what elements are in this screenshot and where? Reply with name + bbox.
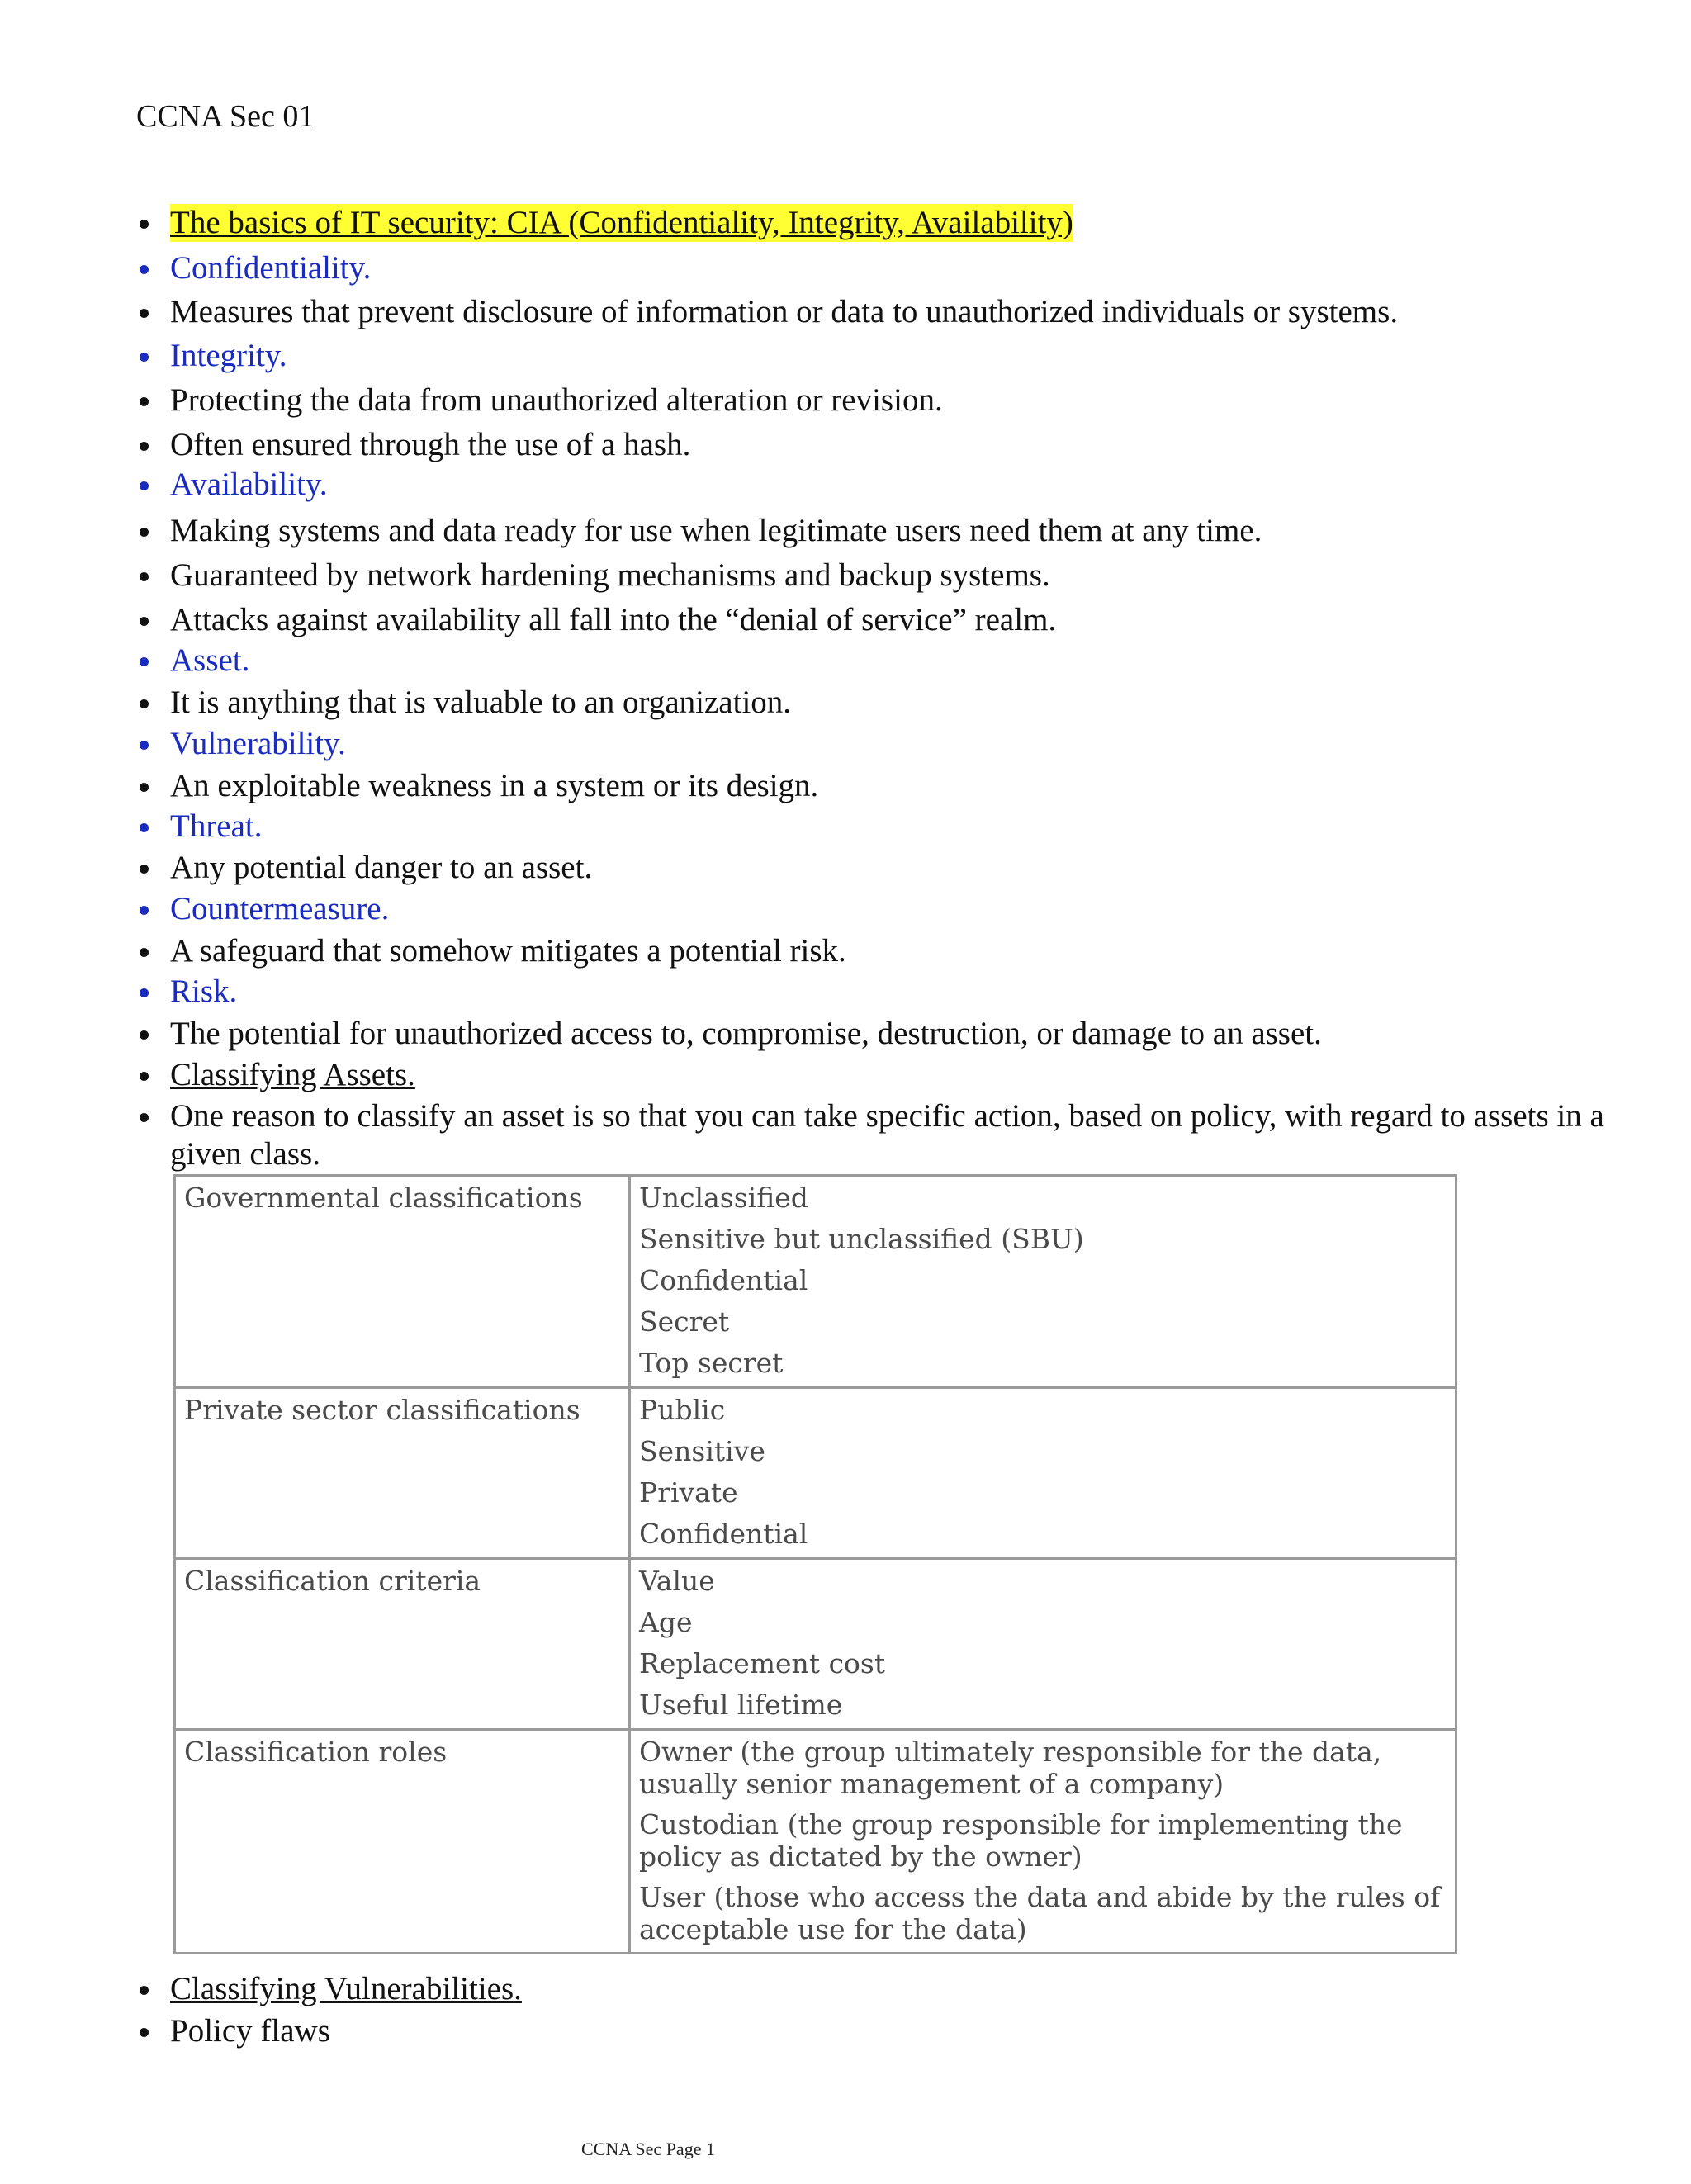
list-item-text: Guaranteed by network hardening mechanisms and backup systems. — [170, 557, 1050, 593]
bullet-dot — [140, 2028, 149, 2037]
list-item-text: Policy flaws — [170, 2013, 330, 2049]
bullet-dot — [140, 1113, 149, 1122]
term-text: Vulnerability. — [170, 726, 346, 761]
table-value: Owner (the group ultimately responsible for the data, usually senior management of a company) — [639, 1736, 1382, 1800]
bullet-dot — [140, 481, 149, 490]
term-text: Risk. — [170, 974, 238, 1009]
bullet-dot — [140, 1072, 149, 1081]
list-item-text: One reason to classify an asset is so that you can take specific action, based on policy, with regard to assets in a given class. — [170, 1098, 1604, 1172]
bullet-dot — [140, 617, 149, 626]
table-value: Top secret — [639, 1347, 784, 1379]
table-category-cell: Governmental classifications — [175, 1176, 630, 1388]
table-category-cell: Private sector classifications — [175, 1388, 630, 1559]
asset-classification-table — [173, 1174, 1457, 1954]
term-text: Confidentiality. — [170, 250, 372, 286]
bullet-dot — [140, 309, 149, 318]
bullet-dot — [140, 572, 149, 581]
table-value: Confidential — [639, 1264, 808, 1296]
table-category-cell: Classification roles — [175, 1730, 630, 1954]
list-item-text: Measures that prevent disclosure of information or data to unauthorized individuals or systems. — [170, 294, 1399, 329]
bullet-dot — [140, 1986, 149, 1995]
bullet-dot — [140, 220, 149, 229]
term-text: Asset. — [170, 642, 250, 678]
table-value: Unclassified — [639, 1182, 808, 1214]
table-value: Useful lifetime — [639, 1689, 843, 1721]
bullet-dot — [140, 988, 149, 997]
list-item-text: An exploitable weakness in a system or its design. — [170, 768, 819, 803]
table-value: Replacement cost — [639, 1647, 886, 1679]
table-values-cell — [630, 1730, 1457, 1954]
table-value: Private — [639, 1476, 738, 1509]
table-value: Value — [639, 1565, 715, 1597]
table-value: User (those who access the data and abide by the rules of acceptable use for the data) — [639, 1881, 1441, 1945]
table-value: Custodian (the group responsible for implementing the policy as dictated by the owner) — [639, 1808, 1403, 1873]
table-values-cell — [630, 1559, 1457, 1730]
table-value: Sensitive — [639, 1435, 765, 1467]
list-item-text: The potential for unauthorized access to, compromise, destruction, or damage to an asset. — [170, 1016, 1322, 1051]
table-value: Age — [639, 1606, 693, 1638]
highlighted-text: The basics of IT security: CIA (Confidentiality, Integrity, Availability) — [170, 205, 1073, 240]
bullet-dot — [140, 948, 149, 957]
list-item-text: A safeguard that somehow mitigates a potential risk. — [170, 933, 846, 969]
list-item-text: Protecting the data from unauthorized alteration or revision. — [170, 382, 943, 418]
term-text: Availability. — [170, 467, 328, 502]
section-heading: Classifying Vulnerabilities. — [170, 1971, 522, 2006]
table-row — [175, 1559, 1457, 1730]
bullet-dot — [140, 1030, 149, 1040]
page-footer: CCNA Sec Page 1 — [581, 2139, 715, 2159]
term-text: Integrity. — [170, 338, 287, 373]
table-value: Confidential — [639, 1518, 808, 1550]
table-row — [175, 1176, 1457, 1388]
bullet-dot — [140, 397, 149, 406]
list-item-text: It is anything that is valuable to an organization. — [170, 685, 792, 720]
table-value: Secret — [639, 1305, 730, 1338]
bullet-dot — [140, 699, 149, 708]
bullet-dot — [140, 741, 149, 750]
bullet-dot — [140, 442, 149, 451]
bullet-dot — [140, 865, 149, 874]
bullet-dot — [140, 528, 149, 537]
table-values-cell — [630, 1388, 1457, 1559]
list-item-text: Attacks against availability all fall into the “denial of service” realm. — [170, 602, 1057, 637]
table-value: Sensitive but unclassified (SBU) — [639, 1223, 1084, 1255]
table-row — [175, 1388, 1457, 1559]
bullet-dot — [140, 265, 149, 274]
section-heading: Classifying Assets. — [170, 1057, 415, 1092]
page-title: CCNA Sec 01 — [136, 99, 315, 134]
bullet-dot — [140, 657, 149, 666]
list-item-text: Any potential danger to an asset. — [170, 850, 593, 885]
term-text: Countermeasure. — [170, 891, 390, 926]
table-row — [175, 1730, 1457, 1954]
table-category-cell: Classification criteria — [175, 1559, 630, 1730]
list-item-text: Often ensured through the use of a hash. — [170, 427, 691, 462]
list-item-text: Making systems and data ready for use when legitimate users need them at any time. — [170, 513, 1262, 548]
bullet-dot — [140, 353, 149, 362]
bullet-dot — [140, 783, 149, 792]
term-text: Threat. — [170, 808, 263, 844]
table-value: Public — [639, 1394, 726, 1426]
bullet-dot — [140, 906, 149, 915]
bullet-dot — [140, 823, 149, 832]
table-values-cell — [630, 1176, 1457, 1388]
